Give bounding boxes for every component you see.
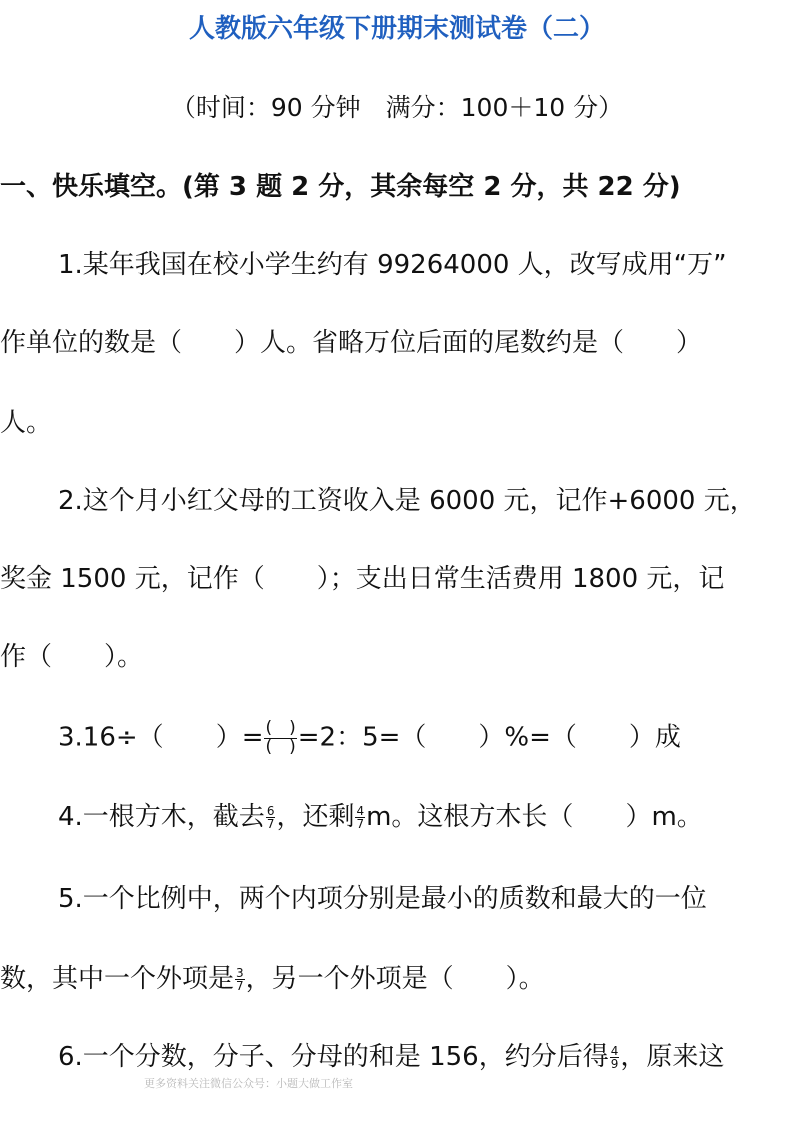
text: ）m。: [625, 802, 703, 832]
question-3: [58, 720, 681, 756]
fraction: [355, 805, 365, 830]
question-5-line-2: [0, 962, 545, 996]
fraction: [235, 967, 245, 992]
watermark-text: 更多资料关注微信公众号：小题大做工作室: [144, 1077, 353, 1090]
question-1-line-1: 1.某年我国在校小学生约有 99264000 人，改写成用“万”: [58, 250, 727, 280]
text: ，另一个外项是（: [245, 964, 454, 994]
text: ）%=（: [478, 722, 577, 753]
text: ）。: [505, 964, 545, 994]
question-1-line-2: [0, 326, 702, 360]
question-6: [58, 1040, 724, 1074]
fraction-denominator: 7: [236, 979, 244, 993]
fraction: [266, 805, 276, 830]
page-title: 人教版六年级下册期末测试卷（二）: [188, 14, 605, 44]
text: 奖金 1500 元，记作（: [0, 564, 265, 594]
fraction-blank: [264, 720, 296, 756]
fraction-denominator: 7: [356, 817, 365, 831]
fraction-denominator: ( ): [265, 737, 296, 757]
question-1-line-3: 人。: [0, 408, 53, 438]
fraction-denominator: 9: [610, 1057, 619, 1071]
fraction-numerator: 4: [356, 804, 365, 818]
text: ，还剩: [276, 802, 355, 832]
question-2-line-1: 2.这个月小红父母的工资收入是 6000 元，记作+6000 元，: [58, 486, 756, 516]
text: ）成: [628, 722, 681, 753]
text: 数，其中一个外项是: [0, 964, 235, 994]
text: ）。: [104, 642, 144, 672]
fraction-numerator: 4: [610, 1044, 619, 1058]
question-5-line-1: 5.一个比例中，两个内项分别是最小的质数和最大的一位: [58, 884, 707, 914]
text: ）=: [215, 722, 264, 753]
fraction: [610, 1045, 620, 1070]
text: 作（: [0, 642, 53, 672]
text: 4.一根方木，截去: [58, 802, 265, 832]
fraction-numerator: 6: [266, 804, 275, 818]
question-2-line-2: [0, 562, 724, 596]
text: 作单位的数是（: [0, 328, 183, 358]
fraction-numerator: ( ): [265, 718, 296, 738]
exam-info: （时间：90 分钟 满分：100＋10 分）: [170, 93, 624, 122]
text: ，原来这: [620, 1042, 725, 1072]
text: ）；支出日常生活费用 1800 元，记: [316, 564, 725, 594]
text: ）人。省略万位后面的尾数约是（: [234, 328, 625, 358]
fraction-numerator: 3: [236, 966, 244, 980]
text: =2：5=（: [297, 722, 427, 753]
text: 3.16÷（: [58, 722, 164, 753]
section-heading: 一、快乐填空。(第 3 题 2 分，其余每空 2 分，共 22 分): [0, 172, 681, 202]
text: m。这根方木长（: [366, 802, 574, 832]
text: ）: [676, 328, 703, 358]
fraction-denominator: 7: [266, 817, 275, 831]
question-2-line-3: [0, 640, 143, 674]
question-4: [58, 800, 703, 834]
text: 6.一个分数，分子、分母的和是 156，约分后得: [58, 1042, 609, 1072]
